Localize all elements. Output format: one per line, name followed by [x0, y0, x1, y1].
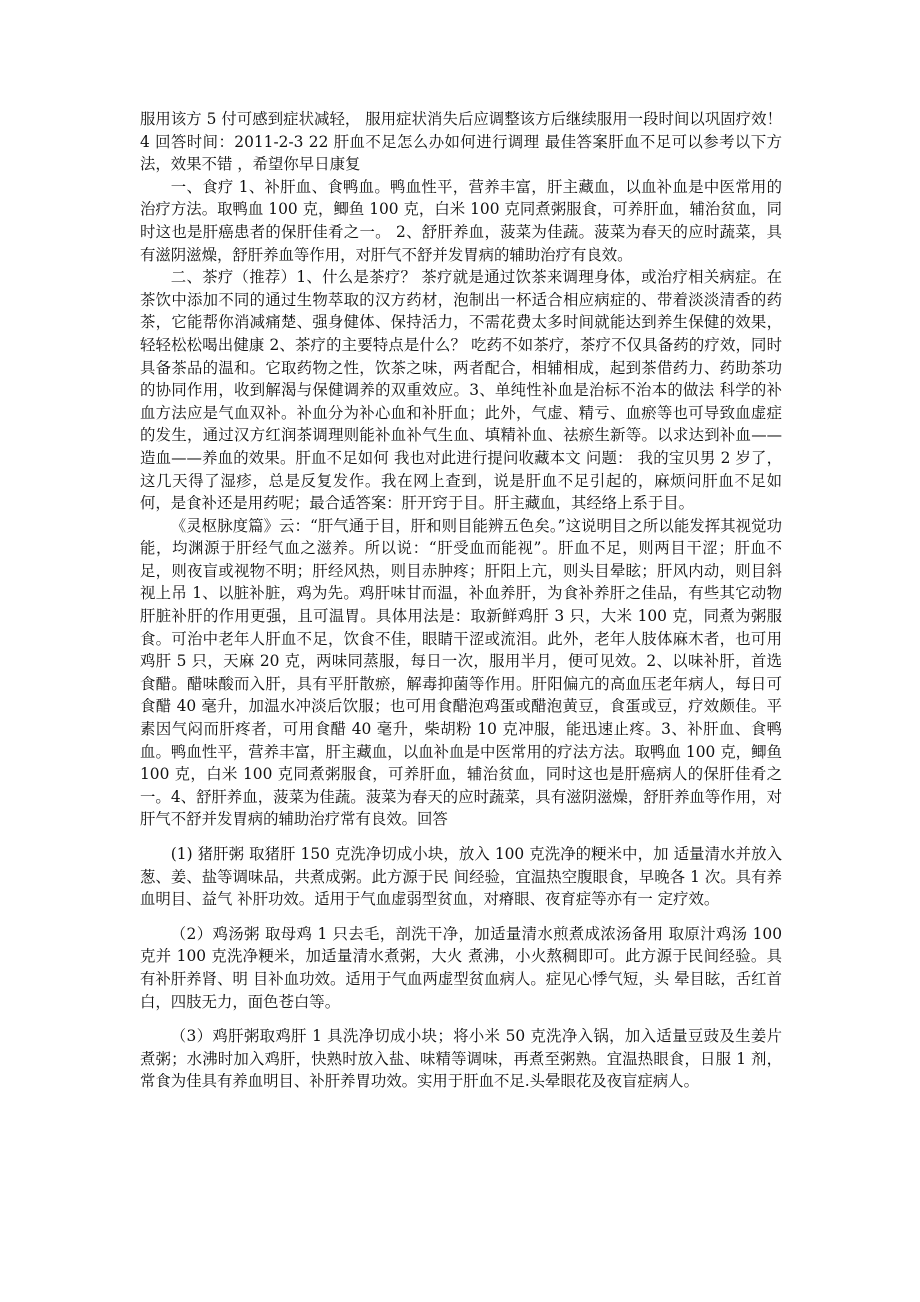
paragraph-recipe-chicken-soup: （2）鸡汤粥 取母鸡 1 只去毛，剖洗干净，加适量清水煎煮成浓汤备用 取原汁鸡汤 100 克并 100 克洗净粳米，加适量清水煮粥，大火 煮沸，小火熬稠即可。此方源于民间经验。具有补肝养肾、明 目补血功效。适用于气血两虚型贫血病人。症见心悸气短，头 晕目眩，舌红首白，四肢无力，面色苍白等。: [140, 924, 782, 1011]
paragraph-recipe-pork-liver: (1) 猪肝粥 取猪肝 150 克洗净切成小块，放入 100 克洗净的粳米中，加 适量清水并放入葱、姜、盐等调味品，共煮成粥。此方源于民 间经验，宜温热空腹眼食，早晚各 1 次。具有养血明目、益气 补肝功效。适用于气血虚弱型贫血，对瘠眼、夜育症等亦有一 定疗效。: [140, 845, 782, 909]
paragraph-recipe-chicken-liver: （3）鸡肝粥取鸡肝 1 具洗净切成小块；将小米 50 克洗净入锅，加入适量豆豉及生姜片煮粥；水沸时加入鸡肝，快熟时放入盐、味精等调味，再煮至粥熟。宜温热眼食，日服 1 剂，常食为佳具有养血明目、补肝养胃功效。实用于肝血不足.头晕眼花及夜盲症病人。: [140, 1027, 782, 1091]
paragraph-intro: 服用该方 5 付可感到症状减轻， 服用症状消失后应调整该方后继续服用一段时间以巩固疗效！4 回答时间：2011-2-3 22 肝血不足怎么办如何进行调理 最佳答案肝血不足可以参考以下方法，效果不错 ，希望你早日康复: [140, 110, 782, 174]
document-body: [140, 108, 782, 1093]
paragraph-tea-therapy: 二、茶疗（推荐）1、什么是茶疗？ 茶疗就是通过饮茶来调理身体，或治疗相关病症。在茶饮中添加不同的通过生物萃取的汉方药材，泡制出一杯适合相应病症的、带着淡淡清香的药茶，它能帮你消减痛楚、强身健体、保持活力，不需花费太多时间就能达到养生保健的效果，轻轻松松喝出健康 2、茶疗的主要特点是什么？ 吃药不如茶疗，茶疗不仅具备药的疗效，同时具备茶品的温和。它取药物之性，饮茶之味，两者配合，相辅相成，起到茶借药力、药助茶功的协同作用，收到解渴与保健调养的双重效应。3、单纯性补血是治标不治本的做法 科学的补血方法应是气血双补。补血分为补心血和补肝血；此外，气虚、精亏、血瘀等也可导致血虚症的发生，通过汉方红润茶调理则能补血补气生血、填精补血、祛瘀生新等。以求达到补血——造血——养血的效果。肝血不足如何 我也对此进行提问收藏本文 问题： 我的宝贝男 2 岁了，这几天得了湿疹，总是反复发作。我在网上查到，说是肝血不足引起的，麻烦问肝血不足如何，是食补还是用药呢；最合适答案：肝开窍于目。肝主藏血，其经络上系于目。: [140, 268, 782, 513]
paragraph-diet-therapy: 一、食疗 1、补肝血、食鸭血。鸭血性平，营养丰富，肝主藏血，以血补血是中医常用的治疗方法。取鸭血 100 克，鲫鱼 100 克，白米 100 克同煮粥服食，可养肝血，辅治贫血，同时这也是肝癌患者的保肝佳肴之一。 2、舒肝养血，菠菜为佳蔬。菠菜为春天的应时蔬菜，具有滋阴滋燥，舒肝养血等作用，对肝气不舒并发胃病的辅助治疗有良效。: [140, 177, 782, 264]
paragraph-lingshu: 《灵枢脉度篇》云：“肝气通于目，肝和则目能辨五色矣。”这说明目之所以能发挥其视觉功能，均渊源于肝经气血之滋养。所以说：“肝受血而能视”。肝血不足，则两目干涩；肝血不足，则夜盲或视物不明；肝经风热，则目赤肿疼；肝阳上亢，则头目晕眩；肝风内动，则目斜视上吊 1、以脏补脏，鸡为先。鸡肝味甘而温，补血养肝，为食补养肝之佳品，有些其它动物肝脏补肝的作用更强，且可温胃。具体用法是：取新鲜鸡肝 3 只，大米 100 克，同煮为粥服食。可治中老年人肝血不足，饮食不佳，眼睛干涩或流泪。此外，老年人肢体麻木者，也可用鸡肝 5 只，天麻 20 克，两味同蒸服，每日一次，服用半月，便可见效。2、以味补肝，首选食醋。醋味酸而入肝，具有平肝散瘀，解毒抑菌等作用。肝阳偏亢的高血压老年病人，每日可食醋 40 毫升，加温水冲淡后饮服；也可用食醋泡鸡蛋或醋泡黄豆，食蛋或豆，疗效颇佳。平素因气闷而肝疼者，可用食醋 40 毫升，柴胡粉 10 克冲服，能迅速止疼。3、补肝血、食鸭血。鸭血性平，营养丰富，肝主藏血，以血补血是中医常用的疗法方法。取鸭血 100 克，鲫鱼 100 克，白米 100 克同煮粥服食，可养肝血，辅治贫血，同时这也是肝癌病人的保肝佳肴之一。4、舒肝养血，菠菜为佳蔬。菠菜为春天的应时蔬菜，具有滋阴滋燥，舒肝养血等作用，对肝气不舒并发胃病的辅助治疗常有良效。回答: [140, 516, 782, 829]
